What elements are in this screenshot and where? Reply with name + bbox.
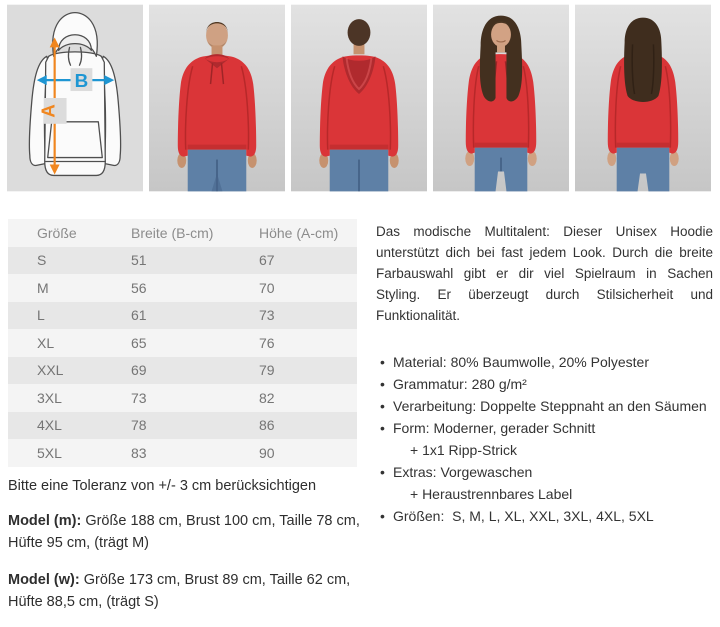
table-row: XXL 69 79 xyxy=(8,357,357,385)
col-header-width: Breite (B-cm) xyxy=(131,224,214,241)
col-header-size: Größe xyxy=(37,224,77,241)
product-photo-strip xyxy=(0,0,720,192)
tolerance-note: Bitte eine Toleranz von +/- 3 cm berücksichtigen xyxy=(8,477,317,494)
bullet-icon: • xyxy=(380,354,385,370)
table-row: 3XL 73 82 xyxy=(8,384,357,412)
table-row: S 51 67 xyxy=(8,247,357,275)
list-item: • Form: Moderner, gerader Schnitt + 1x1 Ripp-Strick xyxy=(380,417,713,461)
model-w-label: Model (w): xyxy=(8,571,80,588)
list-item: • Material: 80% Baumwolle, 20% Polyester xyxy=(380,351,713,373)
model-m-label: Model (m): xyxy=(8,513,82,529)
hoodie-diagram-graphic xyxy=(7,4,143,192)
product-description: Das modische Multitalent: Dieser Unisex Hoodie unterstützt dich bei fast jedem Look. Durch die breite Farbauswahl gibt er dir viel Spielraum in Sachen Styling. Er überzeugt durch Stilsicherheit und Funktionalität. xyxy=(376,224,713,323)
product-info-section xyxy=(0,219,720,627)
list-item-subline: + Heraustrennbares Label xyxy=(410,486,573,502)
list-item: • Verarbeitung: Doppelte Steppnaht an den Säumen xyxy=(380,395,713,417)
size-table xyxy=(8,219,357,467)
table-row: XL 65 76 xyxy=(8,329,357,357)
female-model-front-photo xyxy=(433,4,569,192)
table-row: M 56 70 xyxy=(8,274,357,302)
bullet-icon: • xyxy=(380,398,385,414)
list-item: • Größen: S, M, L, XL, XXL, 3XL, 4XL, 5XL xyxy=(380,505,713,527)
table-row: 4XL 78 86 xyxy=(8,412,357,440)
table-row: 5XL 83 90 xyxy=(8,439,357,467)
model-w-note xyxy=(8,569,368,613)
model-m-text: Größe 188 cm, Brust 100 cm, Taille 78 cm, Hüfte 95 cm, (trägt M) xyxy=(8,513,360,551)
male-model-back-graphic xyxy=(291,4,427,192)
dimension-label-a: A xyxy=(37,104,59,118)
bullet-icon: • xyxy=(380,508,385,524)
hoodie-measurement-diagram xyxy=(7,4,143,192)
bullet-icon: • xyxy=(380,376,385,392)
feature-list xyxy=(376,351,713,527)
male-model-front-graphic xyxy=(149,4,285,192)
list-item: • Extras: Vorgewaschen + Heraustrennbares Label xyxy=(380,461,713,505)
male-model-front-photo xyxy=(149,4,285,192)
male-model-back-photo xyxy=(291,4,427,192)
dimension-label-b: B xyxy=(74,70,89,92)
bullet-icon: • xyxy=(380,420,385,436)
model-m-note xyxy=(8,510,368,554)
table-row: L 61 73 xyxy=(8,302,357,330)
bullet-icon: • xyxy=(380,464,385,480)
description-column xyxy=(376,219,713,627)
size-table-header-row xyxy=(8,219,357,247)
list-item: • Grammatur: 280 g/m² xyxy=(380,373,713,395)
col-header-height: Höhe (A-cm) xyxy=(259,224,339,241)
list-item-subline: + 1x1 Ripp-Strick xyxy=(410,442,517,458)
female-model-back-photo xyxy=(575,4,711,192)
model-w-text: Größe 173 cm, Brust 89 cm, Taille 62 cm, Hüfte 88,5 cm, (trägt S) xyxy=(8,571,351,610)
female-model-back-graphic xyxy=(575,4,711,192)
female-model-front-graphic xyxy=(433,4,569,192)
size-info-column xyxy=(8,219,368,627)
